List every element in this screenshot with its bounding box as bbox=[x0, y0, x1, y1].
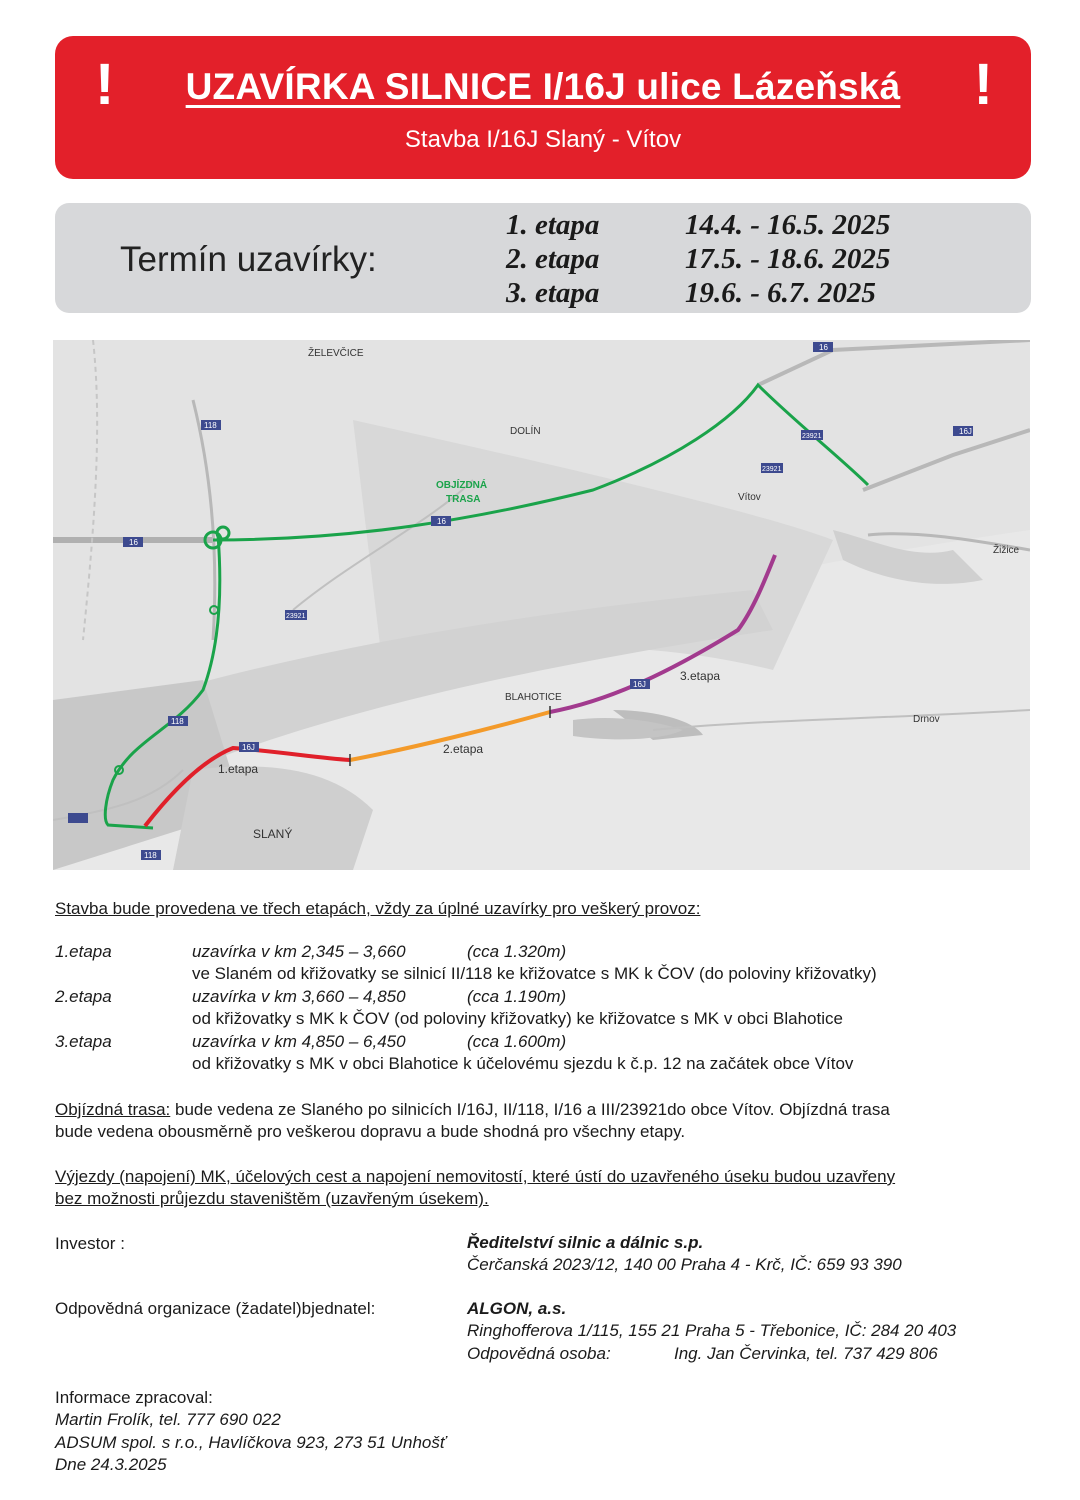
detour-text: bude vedena ze Slaného po silnicích I/16J, II/118, I/16 a III/23921do obce Vítov. Objízdná trasa bbox=[170, 1100, 890, 1119]
stage-range: uzavírka v km 3,660 – 4,850 bbox=[192, 987, 406, 1006]
stage-name: 2.etapa bbox=[55, 987, 112, 1006]
stage-description: ve Slaném od křižovatky se silnicí II/118 ke křižovatce s MK k ČOV (do poloviny křižovatky) bbox=[192, 964, 877, 983]
exclamation-mark-right: ! bbox=[973, 52, 993, 117]
stage-range: uzavírka v km 2,345 – 3,660 bbox=[192, 942, 406, 961]
road-shield-label: 23921 bbox=[286, 613, 306, 620]
place-label: Drnov bbox=[913, 714, 940, 725]
schedule-dates: 19.6. - 6.7. 2025 bbox=[685, 277, 876, 309]
place-label: Vítov bbox=[738, 492, 761, 503]
place-label: Žižice bbox=[993, 545, 1020, 556]
exclamation-mark-left: ! bbox=[95, 52, 115, 117]
stage-map-label: 2.etapa bbox=[443, 742, 484, 756]
stage-name: 3.etapa bbox=[55, 1032, 112, 1051]
stage-length: (cca 1.190m) bbox=[467, 987, 567, 1006]
road-shield-label: 118 bbox=[144, 851, 157, 860]
schedule-stage: 1. etapa bbox=[506, 209, 600, 241]
stage-description: od křižovatky s MK v obci Blahotice k účelovému sjezdu k č.p. 12 na začátek obce Vítov bbox=[192, 1054, 854, 1073]
stage-length: (cca 1.320m) bbox=[467, 942, 567, 961]
investor-name: Ředitelství silnic a dálnic s.p. bbox=[467, 1233, 704, 1252]
stage-length: (cca 1.600m) bbox=[467, 1032, 567, 1051]
schedule-stage: 2. etapa bbox=[506, 243, 600, 275]
investor-label: Investor : bbox=[55, 1234, 125, 1253]
road-shield-label: 23921 bbox=[762, 466, 782, 473]
stage-range: uzavírka v km 4,850 – 6,450 bbox=[192, 1032, 406, 1051]
closure-schedule bbox=[55, 203, 1031, 313]
org-label: Odpovědná organizace (žadatel)bjednatel: bbox=[55, 1299, 376, 1318]
detour-map-label: OBJÍZDNÁ bbox=[436, 480, 488, 491]
road-shield-label: 16J bbox=[633, 680, 646, 689]
schedule-dates: 14.4. - 16.5. 2025 bbox=[685, 209, 891, 241]
org-name: ALGON, a.s. bbox=[467, 1299, 567, 1318]
investor-address: Čerčanská 2023/12, 140 00 Praha 4 - Krč, IČ: 659 93 390 bbox=[467, 1255, 902, 1274]
org-person-label: Odpovědná osoba: bbox=[467, 1344, 611, 1363]
road-shield-label: 23921 bbox=[802, 433, 822, 440]
info-line: ADSUM spol. s r.o., Havlíčkova 923, 273 51 Unhošť bbox=[55, 1433, 446, 1452]
stage-map-label: 3.etapa bbox=[680, 669, 721, 683]
detour-text-2: bude vedena obousměrně pro veškerou dopravu a bude shodná pro všechny etapy. bbox=[55, 1122, 686, 1141]
road-shield-label: 118 bbox=[204, 421, 217, 430]
stage-map-label: 1.etapa bbox=[218, 762, 259, 776]
stage-name: 1.etapa bbox=[55, 942, 112, 961]
page-title: UZAVÍRKA SILNICE I/16J ulice Lázeňská bbox=[185, 66, 901, 107]
detour-paragraph bbox=[55, 1099, 890, 1121]
schedule-dates: 17.5. - 18.6. 2025 bbox=[685, 243, 891, 275]
stage-description: od křižovatky s MK k ČOV (od poloviny křižovatky) ke křižovatce s MK v obci Blahotice bbox=[192, 1009, 843, 1028]
page-subtitle: Stavba I/16J Slaný - Vítov bbox=[404, 126, 682, 153]
info-label: Informace zpracoval: bbox=[55, 1388, 213, 1407]
road-shield-label: 16 bbox=[437, 517, 446, 526]
org-address: Ringhofferova 1/115, 155 21 Praha 5 - Třebonice, IČ: 284 20 403 bbox=[467, 1321, 957, 1340]
detour-label: Objízdná trasa: bbox=[55, 1100, 171, 1119]
info-line: Dne 24.3.2025 bbox=[55, 1455, 167, 1474]
schedule-label: Termín uzavírky: bbox=[120, 240, 377, 279]
place-label: BLAHOTICE bbox=[505, 692, 562, 703]
schedule-stage: 3. etapa bbox=[506, 277, 600, 309]
place-label: DOLÍN bbox=[510, 426, 541, 437]
detour-map bbox=[53, 340, 1030, 870]
header-banner bbox=[55, 36, 1031, 179]
road-shield-label: 16J bbox=[242, 743, 255, 752]
exits-text: Výjezdy (napojení) MK, účelových cest a napojení nemovitostí, které ústí do uzavřeného úseku budou uzavřeny bbox=[55, 1167, 896, 1186]
road-shield-label: 16 bbox=[129, 538, 138, 547]
info-line: Martin Frolík, tel. 777 690 022 bbox=[55, 1410, 281, 1429]
place-label: SLANÝ bbox=[253, 827, 293, 841]
detour-map-label: TRASA bbox=[446, 494, 481, 505]
exits-text-2: bez možnosti průjezdu staveništěm (uzavřeným úsekem). bbox=[55, 1189, 489, 1208]
road-shield-label: 16J bbox=[959, 427, 972, 436]
map-svg bbox=[53, 340, 1030, 870]
org-person: Ing. Jan Červinka, tel. 737 429 806 bbox=[674, 1344, 938, 1363]
road-shield-label: 118 bbox=[171, 717, 184, 726]
road-shield-label: 16 bbox=[819, 343, 828, 352]
intro-text: Stavba bude provedena ve třech etapách, vždy za úplné uzavírky pro veškerý provoz: bbox=[55, 899, 701, 918]
place-label: ŽELEVČICE bbox=[308, 348, 364, 359]
